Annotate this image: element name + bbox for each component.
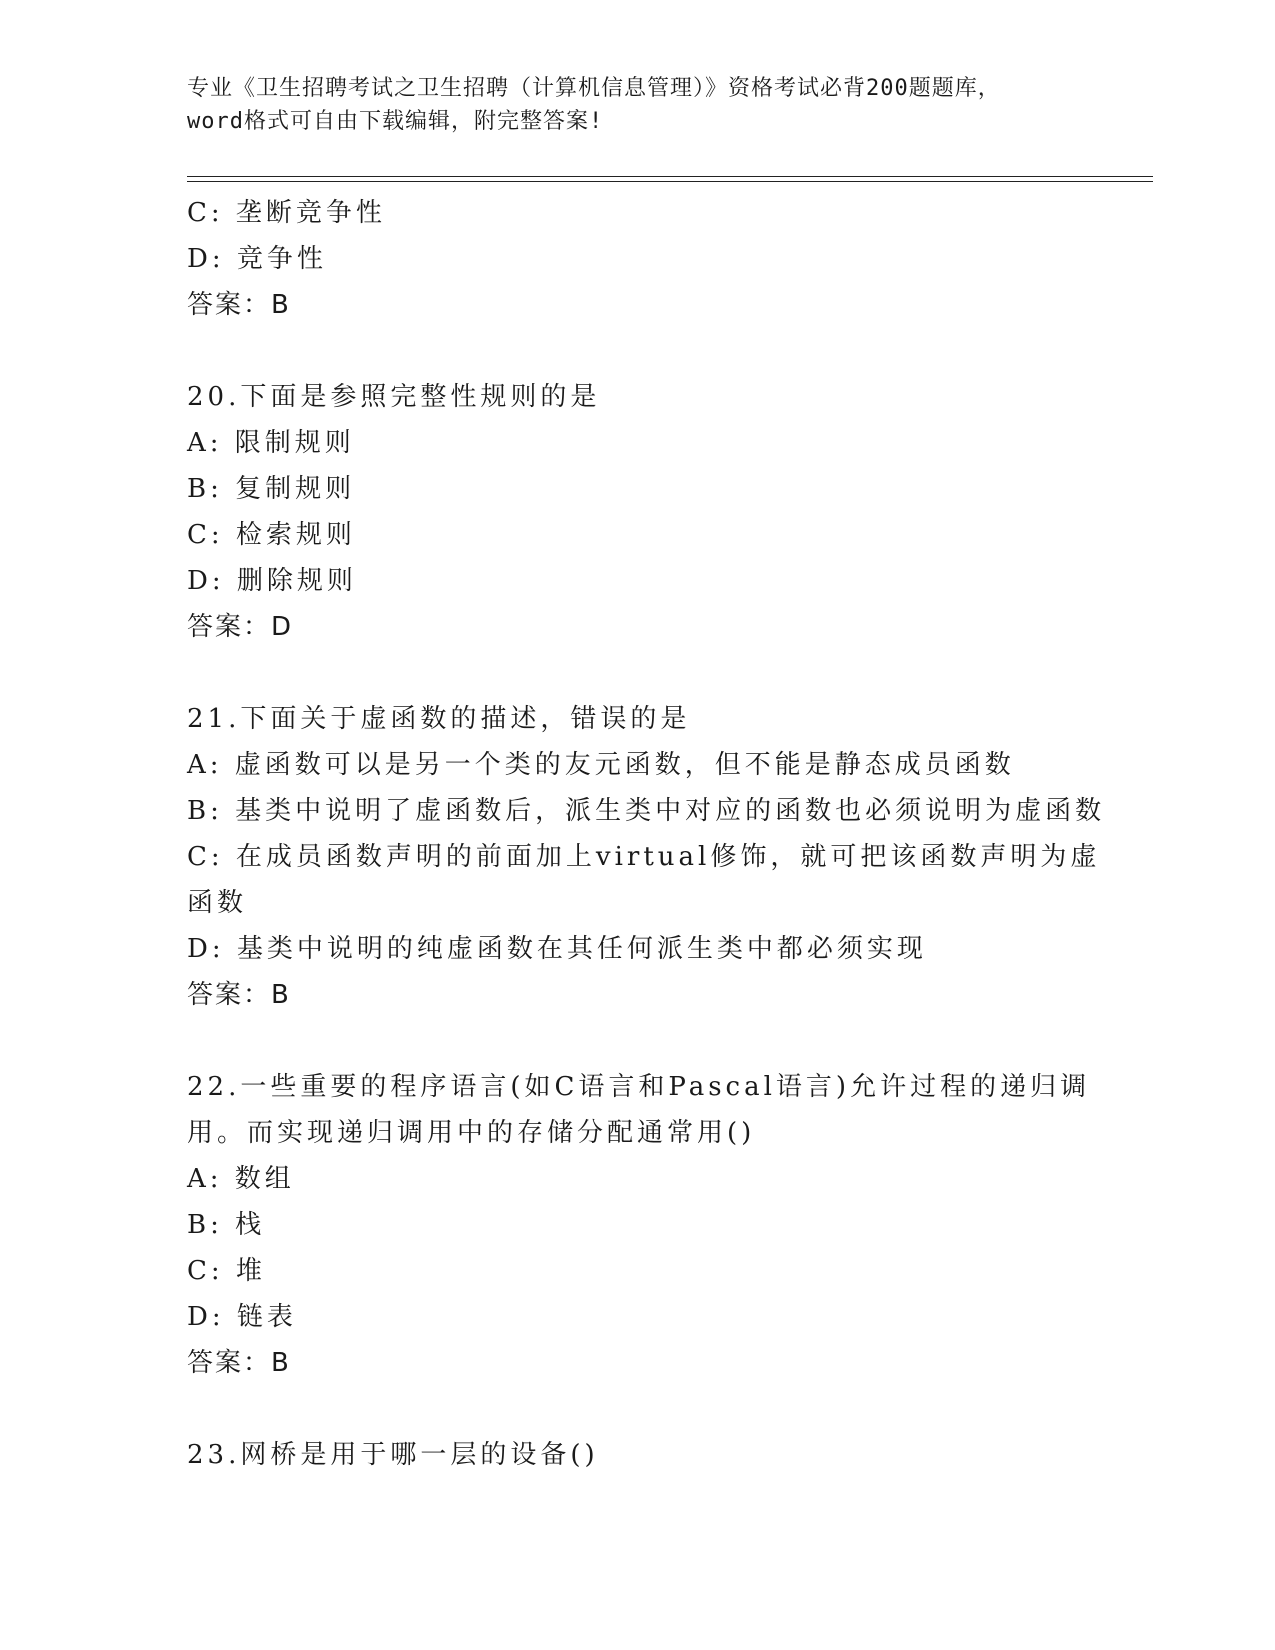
option-a: A: 限制规则: [187, 428, 355, 458]
option-d: D: 删除规则: [187, 566, 357, 596]
option-d: D: 链表: [187, 1302, 297, 1332]
spacer: [187, 1018, 1087, 1064]
question-stem: 21.下面关于虚函数的描述，错误的是: [187, 704, 691, 734]
question-19-continued: [187, 190, 1087, 328]
header-line-1: 专业《卫生招聘考试之卫生招聘（计算机信息管理）》资格考试必背200题题库，: [187, 76, 1001, 101]
option-c: C: 堆: [187, 1256, 266, 1286]
document-header: [187, 72, 1087, 138]
question-22: [187, 1064, 1091, 1386]
answer-line: 答案：B: [187, 1348, 291, 1378]
question-stem: 23.网桥是用于哪一层的设备(): [187, 1440, 599, 1470]
option-c: C: 检索规则: [187, 520, 356, 550]
question-20: [187, 374, 1087, 650]
option-c: C: 在成员函数声明的前面加上virtual修饰，就可把该函数声明为虚: [187, 842, 1101, 872]
answer-line: 答案：B: [187, 980, 291, 1010]
spacer: [187, 650, 1087, 696]
question-stem: 22.一些重要的程序语言(如C语言和Pascal语言)允许过程的递归调: [187, 1072, 1091, 1102]
question-stem-continued: 用。而实现递归调用中的存储分配通常用(): [187, 1118, 756, 1148]
question-23: [187, 1432, 1087, 1478]
option-a: A: 数组: [187, 1164, 295, 1194]
option-c-continued: 函数: [187, 888, 248, 918]
spacer: [187, 1386, 1087, 1432]
question-21: [187, 696, 1106, 1018]
option-b: B: 栈: [187, 1210, 266, 1240]
option-b: B: 复制规则: [187, 474, 356, 504]
question-list: [187, 190, 1106, 1478]
option-b: B: 基类中说明了虚函数后，派生类中对应的函数也必须说明为虚函数: [187, 796, 1106, 826]
header-divider-top: [187, 176, 1153, 177]
answer-line: 答案：D: [187, 612, 294, 642]
header-line-2: word格式可自由下载编辑，附完整答案!: [187, 109, 604, 134]
option-d: D: 基类中说明的纯虚函数在其任何派生类中都必须实现: [187, 934, 927, 964]
question-stem: 20.下面是参照完整性规则的是: [187, 382, 601, 412]
option-c: C: 垄断竞争性: [187, 198, 386, 228]
spacer: [187, 328, 1087, 374]
option-a: A: 虚函数可以是另一个类的友元函数，但不能是静态成员函数: [187, 750, 1015, 780]
answer-line: 答案：B: [187, 290, 291, 320]
header-divider-bottom: [187, 181, 1153, 182]
option-d: D: 竞争性: [187, 244, 327, 274]
